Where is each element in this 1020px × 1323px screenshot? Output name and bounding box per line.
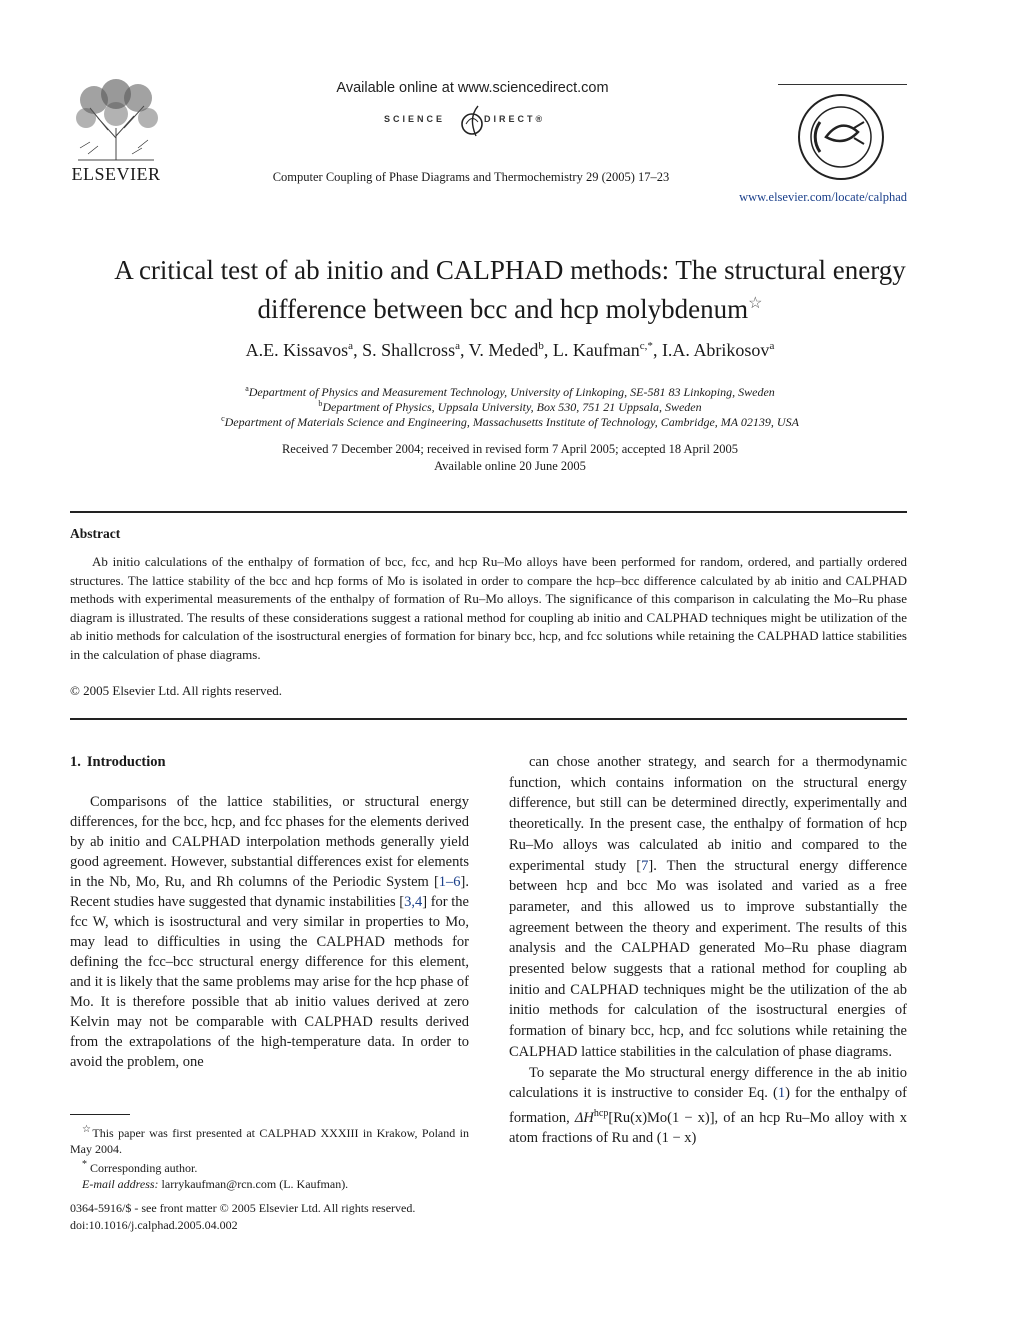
paper-title [40, 254, 980, 326]
available-online-text: Available online at www.sciencedirect.com [336, 80, 609, 96]
author-affiliation-mark: c,* [639, 340, 653, 352]
publisher-name: ELSEVIER [71, 164, 161, 184]
affiliation-text: Department of Physics, Uppsala University, Box 530, 751 21 Uppsala, Sweden [322, 400, 702, 414]
author-name: I.A. Abrikosov [661, 340, 770, 360]
left-column [70, 752, 469, 1132]
intro-text: [Ru(x)Mo(1 − x)], of an hcp Ru–Mo alloy with x atom fractions of Ru and (1 − x) [509, 1109, 907, 1147]
enthalpy-symbol: ΔH [574, 1109, 594, 1126]
footnote-email [70, 1176, 469, 1192]
abstract-heading: Abstract [70, 526, 121, 541]
author-name: L. Kaufman [552, 340, 640, 360]
received-dates: Received 7 December 2004; received in revised form 7 April 2005; accepted 18 April 2005 [281, 442, 739, 456]
author-name: A.E. Kissavos [245, 340, 349, 360]
intro-paragraph-1-continued [509, 752, 907, 1063]
email-address-link[interactable]: larrykaufman@rcn.com (L. Kaufman). [161, 1177, 349, 1191]
author-affiliation-mark: a [455, 340, 460, 352]
enthalpy-superscript: hcp [593, 1107, 609, 1119]
citation-link[interactable]: 7 [641, 857, 649, 874]
affiliation-mark: c [221, 414, 225, 423]
footnotes [70, 1122, 469, 1192]
abstract-top-rule [70, 511, 907, 513]
affiliation-mark: a [245, 384, 249, 393]
elsevier-tree-logo [68, 78, 164, 162]
citation-link[interactable]: 1–6 [438, 874, 461, 890]
title-line-2: difference between bcc and hcp molybdenum [257, 294, 749, 324]
header-rule [778, 84, 907, 85]
affiliation-text: Department of Physics and Measurement Technology, University of Linkoping, SE-581 83 Linkoping, Sweden [248, 385, 775, 399]
journal-citation: Computer Coupling of Phase Diagrams and Thermochemistry 29 (2005) 17–23 [272, 170, 670, 184]
section-title: Introduction [86, 754, 166, 770]
journal-url-link[interactable]: www.elsevier.com/locate/calphad [739, 190, 907, 204]
author-list: A.E. Kissavos$^a$, S. Shallcross$^a$, V. Meded$^b$, L. Kaufman$^{c,*}$, I.A. Abrikosov$^a$ [245, 340, 775, 360]
author-name: V. Meded [468, 340, 539, 360]
abstract-copyright: © 2005 Elsevier Ltd. All rights reserved. [70, 683, 283, 698]
footnote-text: This paper was first presented at CALPHAD XXXIII in Krakow, Poland in May 2004. [70, 1126, 469, 1156]
intro-text: ) for the enthalpy of formation, [509, 1085, 907, 1126]
footnote-text: Corresponding author. [90, 1161, 198, 1175]
author-affiliation-mark: b [538, 340, 544, 352]
footnote [70, 1157, 469, 1176]
front-matter [70, 1200, 490, 1234]
author-name: S. Shallcross [362, 340, 456, 360]
abstract-bottom-rule [70, 718, 907, 720]
affiliation-mark: b [318, 399, 323, 408]
available-online-date: Available online 20 June 2005 [434, 459, 586, 473]
sd-left-text: SCIENCE [384, 114, 446, 124]
footnote [70, 1122, 469, 1157]
intro-text: ]. Recent studies have suggested that dynamic instabilities [ [70, 874, 469, 910]
sd-right-text: DIRECT® [484, 114, 546, 124]
intro-text-continued: can chose another strategy, and search for a thermodynamic function, which contains information on the structural energy difference, but still can be determined directly, experimentally and theoretically. In the present case, the enthalpy of formation of hcp Ru–Mo alloys was calculated ab initio and compared to the experimental study [ [509, 754, 907, 874]
issn-line: 0364-5916/$ - see front matter © 2005 Elsevier Ltd. All rights reserved. [70, 1201, 416, 1215]
footnote-rule [70, 1114, 130, 1115]
affiliation-text: Department of Materials Science and Engineering, Massachusetts Institute of Technology, Cambridge, MA 02139, USA [224, 415, 799, 429]
section-number: 1. [70, 754, 81, 770]
footnote-mark: ☆ [82, 1124, 93, 1135]
affiliation [40, 414, 980, 430]
affiliation [40, 384, 980, 400]
sciencedirect-logo [380, 104, 565, 138]
calphad-seal-logo [796, 92, 886, 182]
abstract-text: Ab initio calculations of the enthalpy of formation of bcc, fcc, and hcp Ru–Mo alloys have been performed for random, ordered, and partially ordered structures. The lattice stability of the bcc and hcp forms of Mo is isolated in order to compare the hcp–bcc difference calculated by ab initio and CALPHAD methods with experimental measurements of the enthalpy of formation of Ru–Mo alloys. The significance of this comparison in calculating the Mo–Ru phase diagram is illustrated. The results of these considerations suggest a rational method for coupling ab initio and CALPHAD techniques might be utilization of the ab initio methods for calculation of the isostructural energies of formation for binary bcc, hcp, and fcc solutions while retaining the CALPHAD lattice stabilities in the calculation of phase diagrams. [70, 554, 907, 662]
email-label: E-mail address: [82, 1177, 159, 1191]
intro-text-split: ] for the fcc W, which is isostructural and very similar in properties to Mo, may lead to difficulties in using the CALPHAD methods for defining the fcc–bcc structural energy difference for this element, and it is likely that the same problems may arise for the hcp phase of Mo. It is therefore possible that ab initio values derived at zero Kelvin may not be comparable with CALPHAD results derived from the extrapolations of the high-temperature data. In order to avoid the problem, one [70, 894, 469, 1070]
intro-text: ]. Then the structural energy difference between hcp and bcc Mo was isolated and varied as a free parameter, and this allowed us to improve substantially the agreement between the theory and experiment. The results of this analysis and the CALPHAD generated Mo–Ru phase diagram presented below suggests that a rational method for coupling ab initio and CALPHAD techniques might be the utilization of the ab initio methods for calculation of the isostructural energies of formation of binary bcc, hcp, and fcc solutions while retaining the CALPHAD lattice stabilities in the calculation of phase diagrams. [509, 857, 908, 1060]
intro-paragraph-2 [509, 1063, 907, 1150]
right-column [509, 752, 907, 1149]
intro-text: To separate the Mo structural energy difference in the ab initio calculations it is instructive to consider Eq. ( [509, 1064, 907, 1102]
citation-link[interactable]: 3,4 [404, 894, 423, 910]
section-heading [70, 752, 469, 772]
sciencedirect-d-icon [458, 104, 486, 138]
author-affiliation-mark: a [769, 340, 775, 352]
title-line-1: A critical test of ab initio and CALPHAD methods: The structural energy [114, 255, 906, 285]
equation-link[interactable]: 1 [777, 1085, 786, 1102]
affiliation [40, 399, 980, 415]
intro-text: Comparisons of the lattice stabilities, or structural energy differences, for the bcc, hcp, and fcc phases for the elements derived by ab initio and CALPHAD interpolation methods generally yield good agreement. However, substantial differences exist for elements in the Nb, Mo, Ru, and Rh columns of the Periodic System [ [70, 794, 469, 890]
footnote-mark: * [82, 1159, 87, 1170]
author-affiliation-mark: a [348, 340, 354, 352]
intro-paragraph-1 [70, 792, 469, 1132]
doi-link[interactable]: doi:10.1016/j.calphad.2005.04.002 [70, 1218, 238, 1232]
title-footnote-mark[interactable]: ☆ [748, 295, 763, 312]
